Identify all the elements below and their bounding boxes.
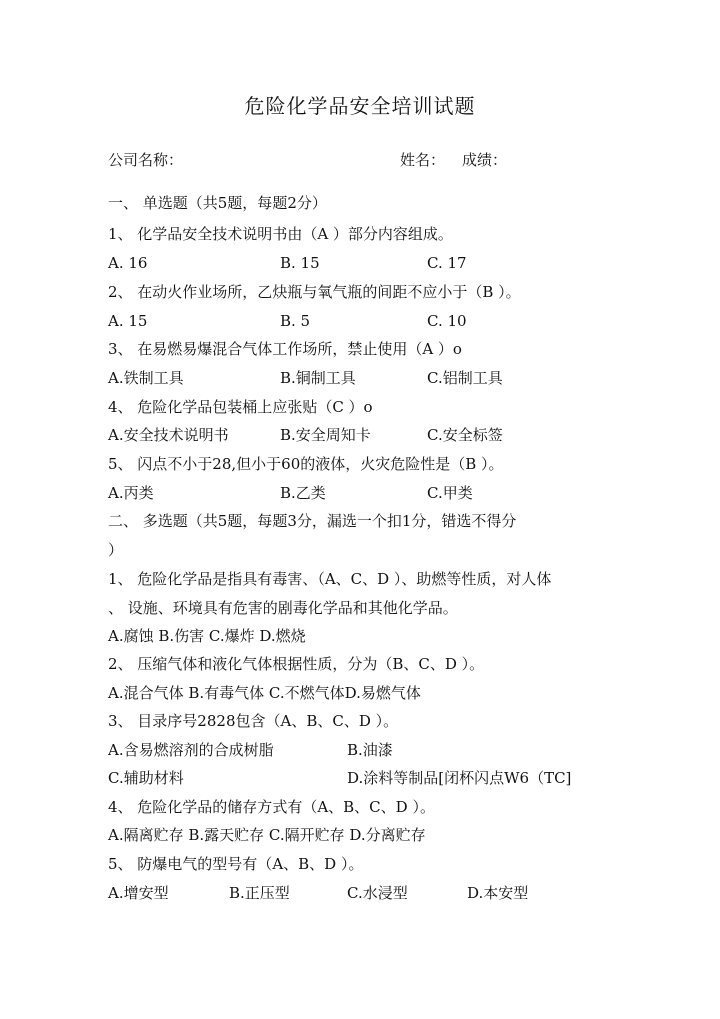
question-3: 3、 在易燃易爆混合气体工作场所，禁止使用（A ）o [108,340,462,358]
section-heading: 二、 多选题（共5题，每题3分，漏选一个扣1分，错选不得分 [108,512,517,530]
question-5: 5、 闪点不小于28,但小于60的液体，火灾危险性是（B ）。 [108,455,504,473]
score-label: 成绩： [462,151,508,169]
section-heading: 一、 单选题（共5题，每题2分） [108,194,327,212]
company-label: 公司名称： [108,151,184,169]
question-1: 1、 危险化学品是指具有毒害、（A、C、D ）、助燃等性质，对人体 [108,570,552,588]
option-d: D.涂料等制品[闭杯闪点W6（TC] [347,769,572,787]
question-1: 1、 化学品安全技术说明书由（A ）部分内容组成。 [108,225,453,243]
question-2: 2、 压缩气体和液化气体根据性质，分为（B、C、D ）。 [108,655,485,673]
option-c: C.水浸型 [347,884,408,902]
option-b: B. 5 [280,312,311,330]
option-b: B. 15 [280,254,320,272]
option-a: A. 16 [108,254,148,272]
option-a: A.增安型 [108,884,169,902]
option-c: C. 17 [427,254,467,272]
option-c: C.安全标签 [427,426,503,444]
option-d: D.本安型 [467,884,529,902]
option-b: B.铜制工具 [280,369,356,387]
option-b: B.油漆 [347,741,393,759]
exam-title: 危险化学品安全培训试题 [244,94,476,118]
option-b: B.乙类 [280,484,326,502]
section-heading-continued: ） [108,541,124,559]
question-5: 5、 防爆电气的型号有（A、B、D ）。 [108,855,364,873]
question-3: 3、 目录序号2828包含（A、B、C、D ）。 [108,712,399,730]
name-label: 姓名： [400,151,446,169]
question-1-continued: 、 设施、环境具有危害的剧毒化学品和其他化学品。 [108,599,458,617]
option-b: B.正压型 [229,884,290,902]
option-c: C. 10 [427,312,467,330]
options-line: A.混合气体 B.有毒气体 C.不燃气体D.易燃气体 [108,684,421,702]
option-c: C.辅助材料 [108,769,184,787]
option-a: A.丙类 [108,484,154,502]
options-line: A.腐蚀 B.伤害 C.爆炸 D.燃烧 [108,627,306,645]
question-2: 2、 在动火作业场所，乙炔瓶与氧气瓶的间距不应小于（B ）。 [108,283,521,301]
option-a: A.铁制工具 [108,369,184,387]
question-4: 4、 危险化学品的储存方式有（A、B、C、D ）。 [108,798,435,816]
option-c: C.铝制工具 [427,369,503,387]
option-a: A. 15 [108,312,148,330]
option-a: A.含易燃溶剂的合成树脂 [108,741,274,759]
option-a: A.安全技术说明书 [108,426,229,444]
question-4: 4、 危险化学品包装桶上应张贴（C ）o [108,398,373,416]
option-c: C.甲类 [427,484,473,502]
options-line: A.隔离贮存 B.露天贮存 C.隔开贮存 D.分离贮存 [108,826,426,844]
option-b: B.安全周知卡 [280,426,371,444]
